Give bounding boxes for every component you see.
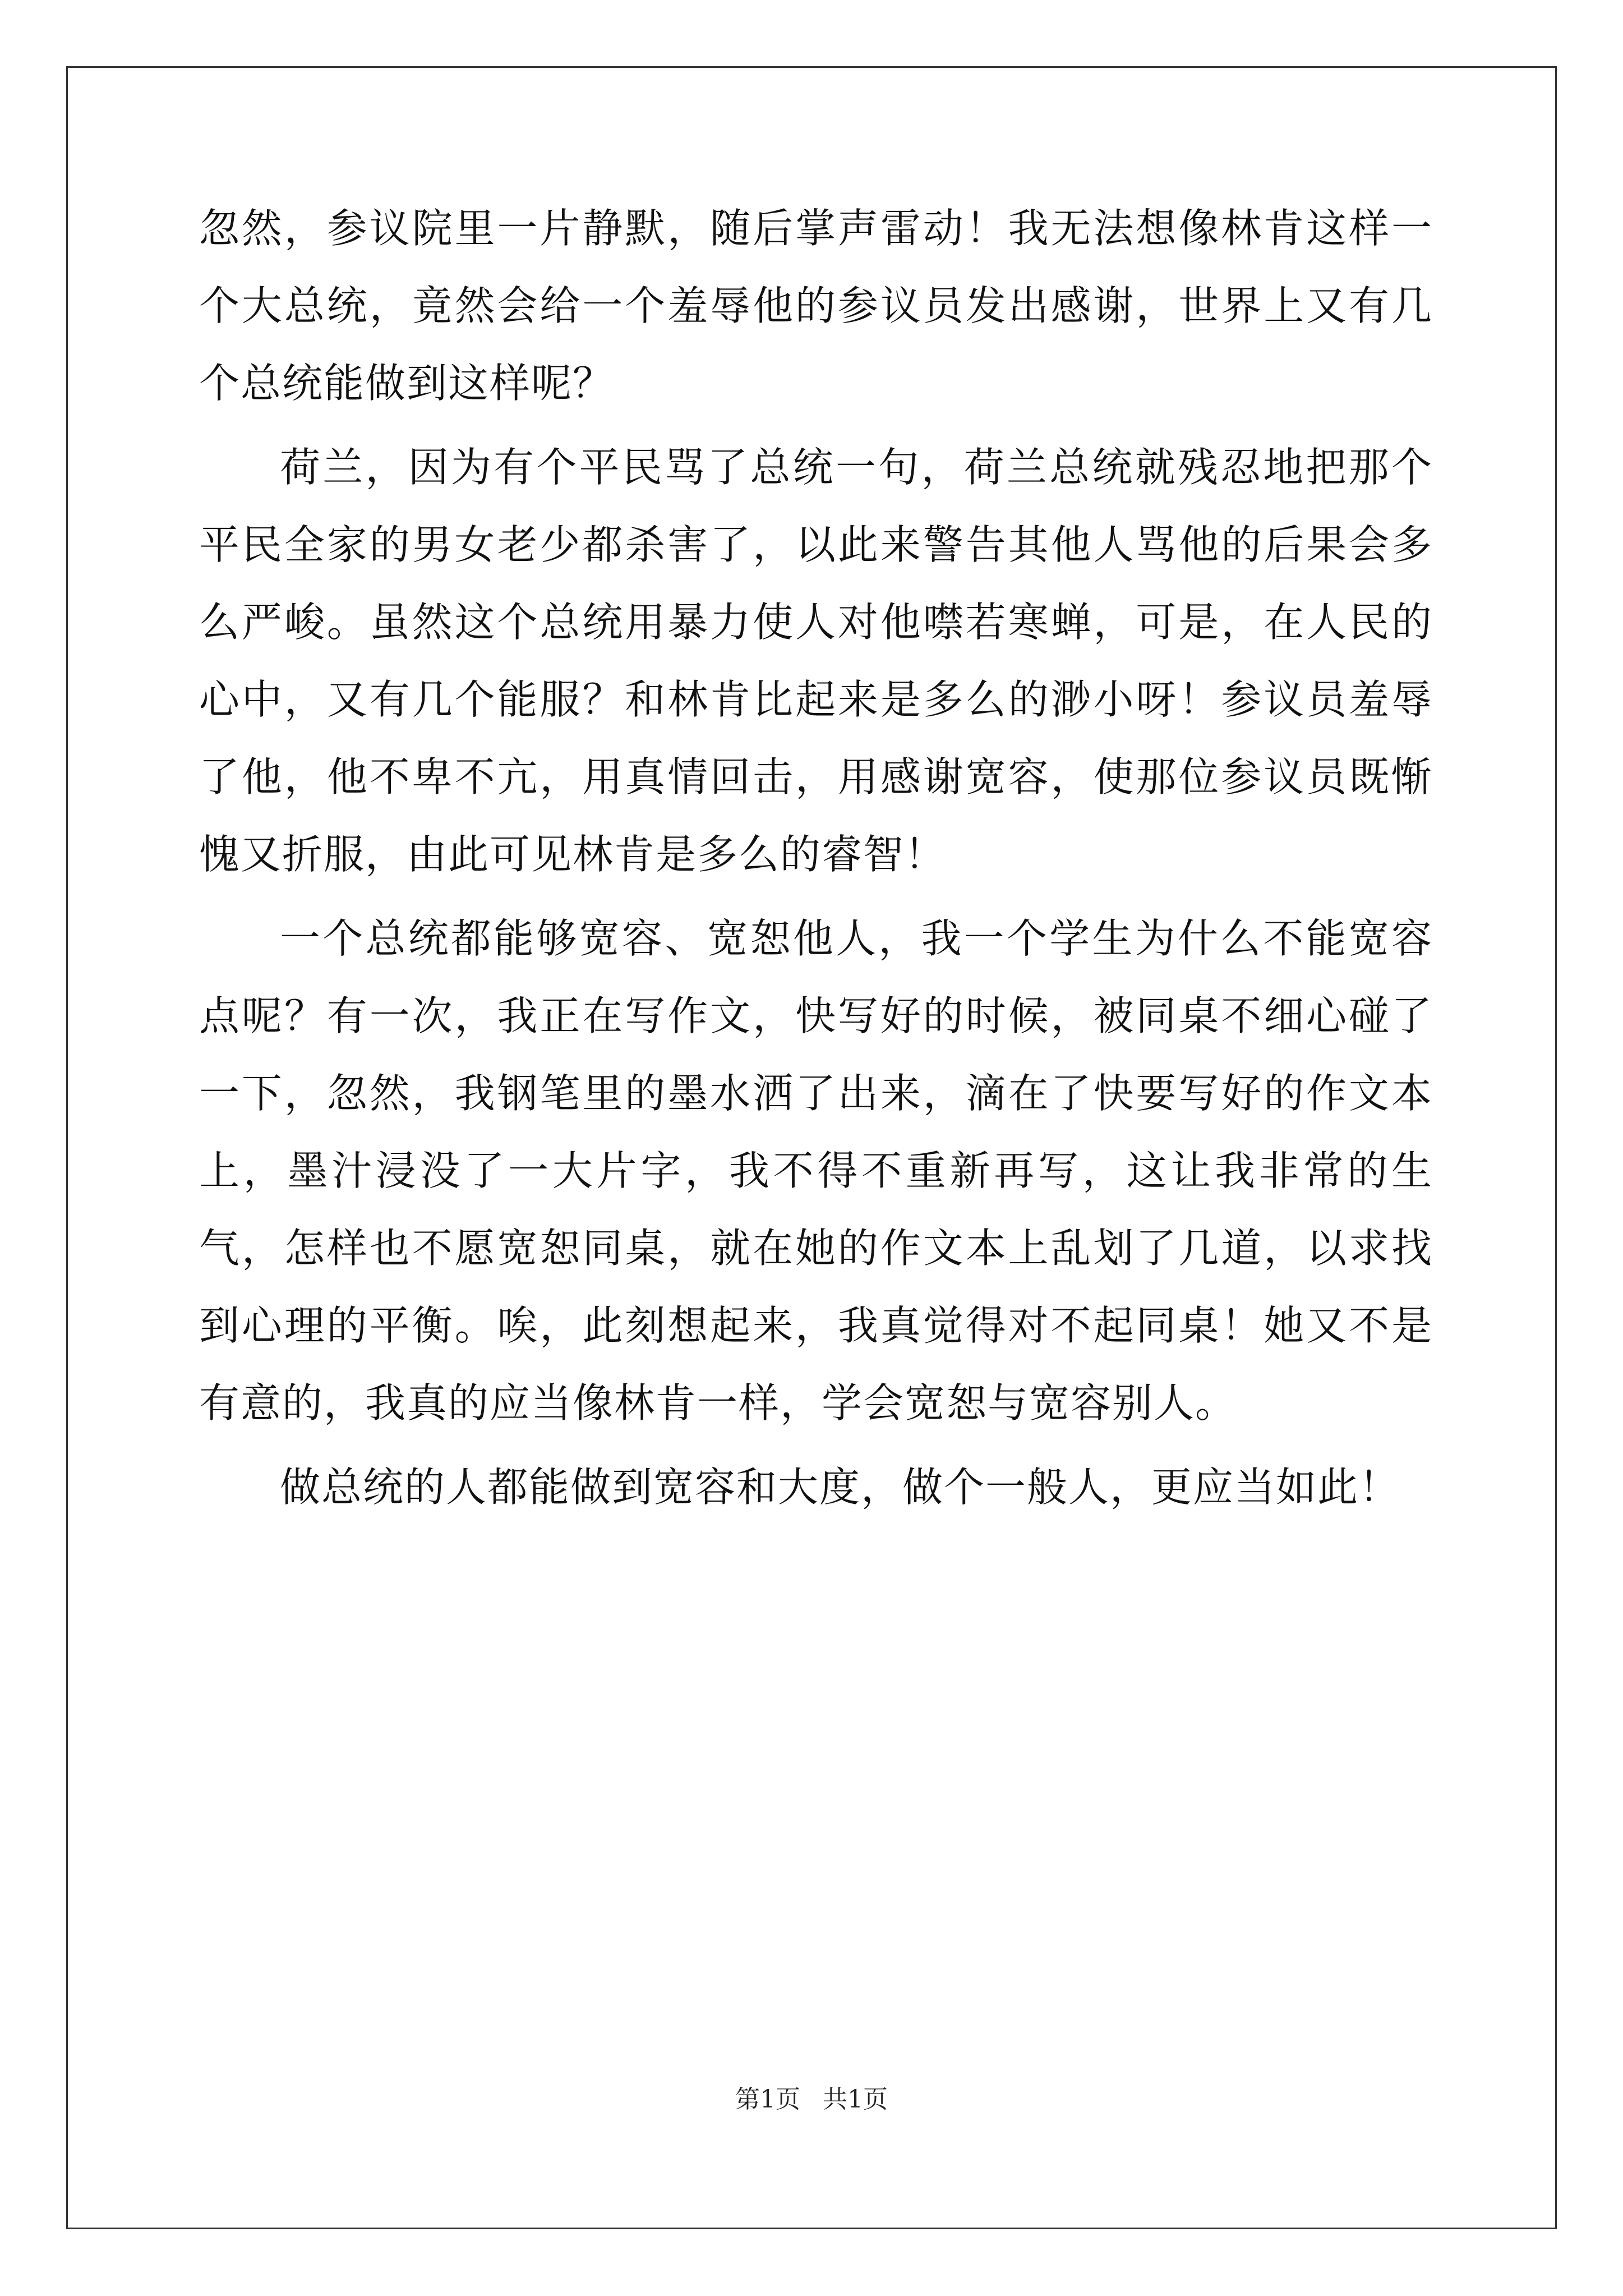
paragraph-4: 做总统的人都能做到宽容和大度，做个一般人，更应当如此！ [280,1464,1401,1511]
page-footer [0,2079,1623,2115]
paragraph-3: 一个总统都能够宽容、宽恕他人，我一个学生为什么不能宽容点呢？有一次，我正在写作文，快写好的时候，被同桌不细心碰了一下，忽然，我钢笔里的墨水洒了出来，滴在了快要写好的作文本上，墨汁浸没了一大片字，我不得不重新再写，这让我非常的生气，怎样也不愿宽恕同桌，就在她的作文本上乱划了几道，以求找到心理的平衡。唉，此刻想起来，我真觉得对不起同桌！她又不是有意的，我真的应当像林肯一样，学会宽恕与宽容别人。 [199,915,1433,1427]
page-number: 第1页 [735,2085,800,2114]
document-body [199,190,1433,1526]
page-total: 共1页 [823,2085,888,2114]
paragraph-1: 忽然，参议院里一片静默，随后掌声雷动！我无法想像林肯这样一个大总统，竟然会给一个羞辱他的参议员发出感谢，世界上又有几个总统能做到这样呢？ [199,205,1433,407]
paragraph-2: 荷兰，因为有个平民骂了总统一句，荷兰总统就残忍地把那个平民全家的男女老少都杀害了，以此来警告其他人骂他的后果会多么严峻。虽然这个总统用暴力使人对他噤若寒蝉，可是，在人民的心中，又有几个能服？和林肯比起来是多么的渺小呀！参议员羞辱了他，他不卑不亢，用真情回击，用感谢宽容，使那位参议员既惭愧又折服，由此可见林肯是多么的睿智！ [199,444,1433,878]
